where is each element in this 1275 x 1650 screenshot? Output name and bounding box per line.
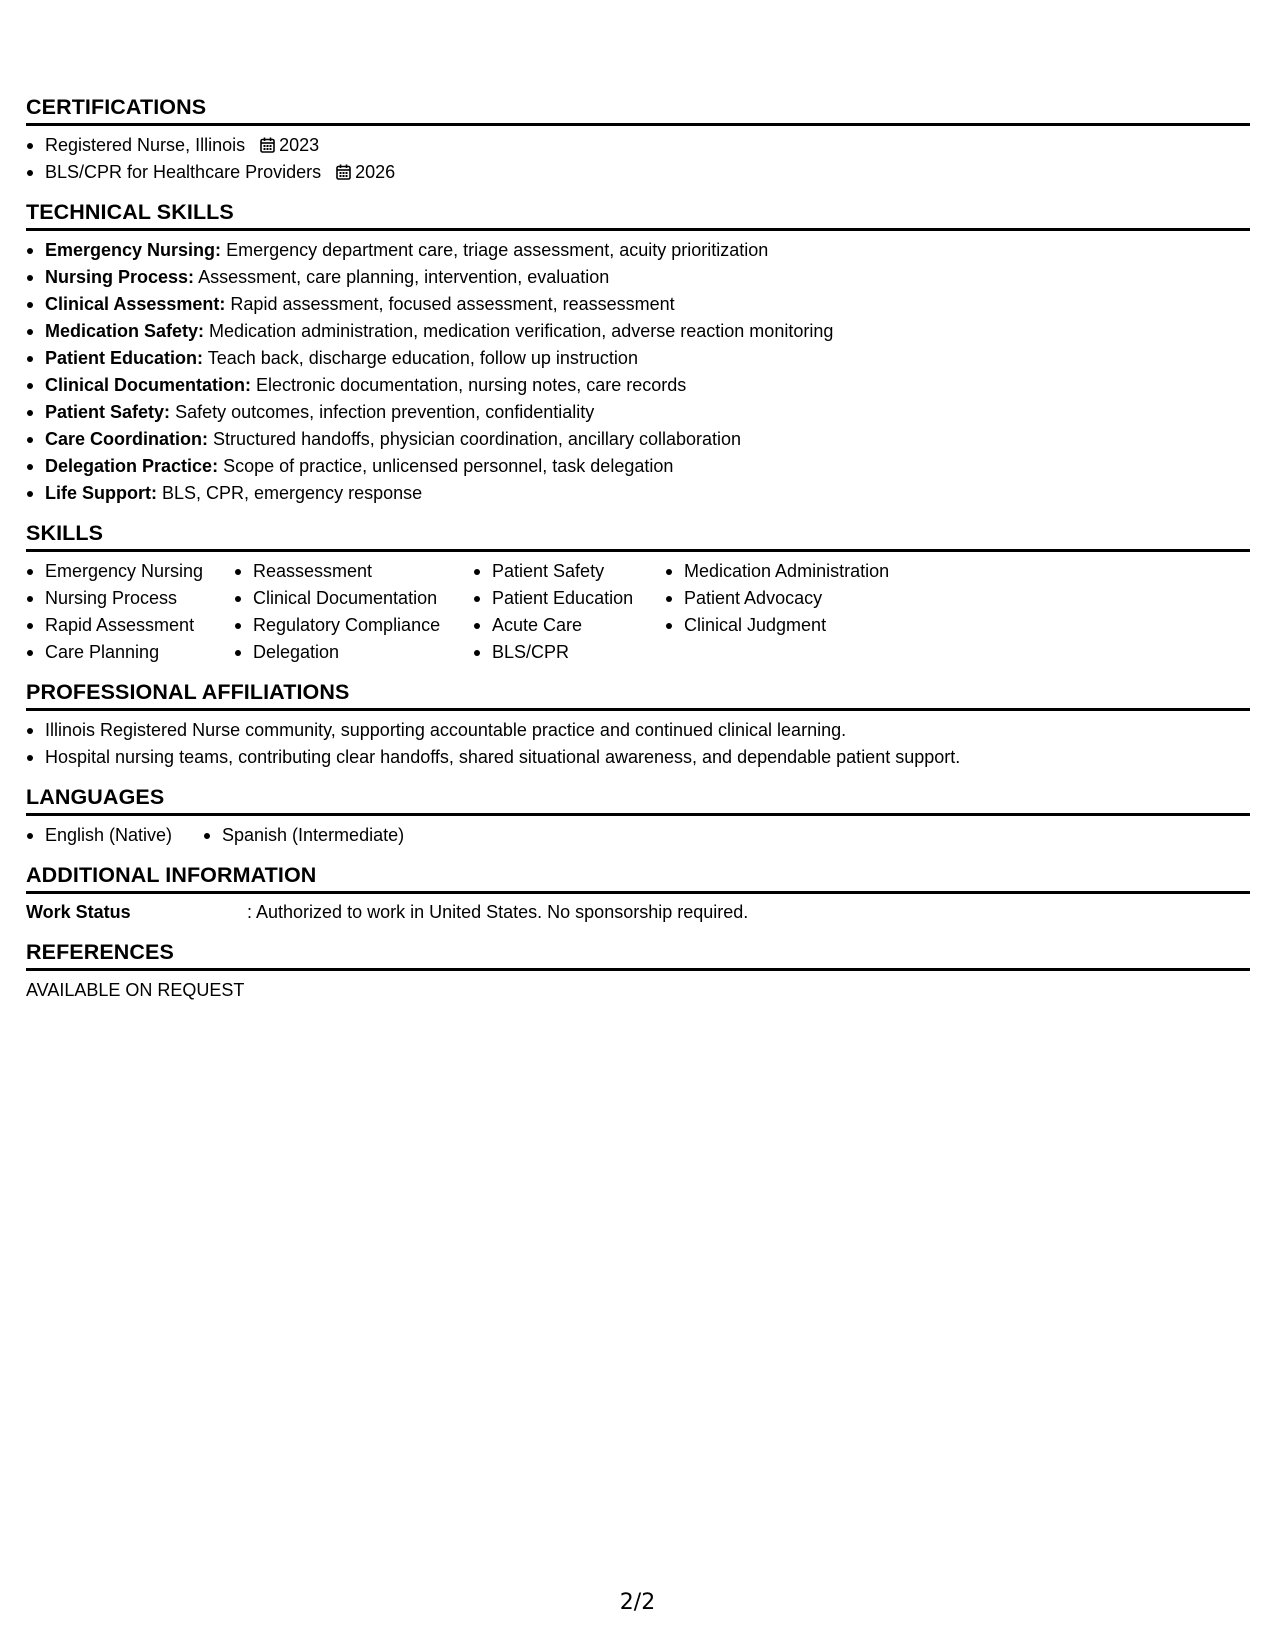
technical-skills-list — [26, 237, 1250, 507]
list-item: Medication Administration — [665, 558, 925, 585]
list-item: Patient Advocacy — [665, 585, 925, 612]
certifications-section — [26, 94, 1250, 186]
section-title: REFERENCES — [26, 939, 1250, 971]
section-title: CERTIFICATIONS — [26, 94, 1250, 126]
list-item — [26, 132, 1250, 159]
skill-text: Scope of practice, unlicensed personnel, task delegation — [223, 456, 674, 476]
skill-label: Delegation Practice: — [45, 456, 219, 476]
skill-text: Medication administration, medication verification, adverse reaction monitoring — [209, 321, 834, 341]
skill-label: Clinical Assessment: — [45, 294, 226, 314]
work-status-row — [26, 899, 1250, 926]
work-status-value: : Authorized to work in United States. No sponsorship required. — [247, 902, 749, 922]
work-status-label: Work Status — [26, 902, 131, 922]
section-title: ADDITIONAL INFORMATION — [26, 862, 1250, 894]
list-item: Patient Safety — [473, 558, 665, 585]
list-item — [26, 318, 1250, 345]
certifications-list — [26, 132, 1250, 186]
certification-year: 2023 — [279, 135, 320, 155]
list-item: Care Planning — [26, 639, 234, 666]
list-item — [26, 264, 1250, 291]
certification-name: Registered Nurse, Illinois — [45, 135, 246, 155]
skill-label: Nursing Process: — [45, 267, 195, 287]
list-item: Delegation — [234, 639, 473, 666]
list-item: BLS/CPR — [473, 639, 665, 666]
skill-label: Emergency Nursing: — [45, 240, 222, 260]
languages-column — [203, 822, 404, 849]
skill-text: Safety outcomes, infection prevention, confidentiality — [175, 402, 595, 422]
list-item: Clinical Documentation — [234, 585, 473, 612]
list-item: Patient Education — [473, 585, 665, 612]
list-item: Hospital nursing teams, contributing clear handoffs, shared situational awareness, and dependable patient support. — [26, 744, 1250, 771]
list-item — [26, 453, 1250, 480]
references-section — [26, 939, 1250, 1004]
skills-columns — [26, 558, 1250, 666]
section-title: LANGUAGES — [26, 784, 1250, 816]
list-item: Spanish (Intermediate) — [203, 822, 404, 849]
list-item — [26, 480, 1250, 507]
list-item — [26, 399, 1250, 426]
skills-column — [665, 558, 925, 666]
languages-column — [26, 822, 203, 849]
skill-label: Care Coordination: — [45, 429, 209, 449]
calendar-icon — [260, 137, 275, 153]
skills-column — [473, 558, 665, 666]
list-item — [26, 345, 1250, 372]
skill-text: Structured handoffs, physician coordination, ancillary collaboration — [213, 429, 742, 449]
skill-text: Rapid assessment, focused assessment, reassessment — [230, 294, 675, 314]
skills-column — [234, 558, 473, 666]
languages-row — [26, 822, 1250, 849]
list-item: Nursing Process — [26, 585, 234, 612]
skill-text: Teach back, discharge education, follow up instruction — [207, 348, 638, 368]
section-title: TECHNICAL SKILLS — [26, 199, 1250, 231]
skills-column — [26, 558, 234, 666]
list-item — [26, 159, 1250, 186]
list-item — [26, 426, 1250, 453]
skills-section — [26, 520, 1250, 666]
list-item: Regulatory Compliance — [234, 612, 473, 639]
page-number: 2/2 — [619, 1590, 656, 1615]
section-title: PROFESSIONAL AFFILIATIONS — [26, 679, 1250, 711]
certification-name: BLS/CPR for Healthcare Providers — [45, 162, 322, 182]
skill-text: BLS, CPR, emergency response — [162, 483, 423, 503]
calendar-icon — [336, 164, 351, 180]
list-item: English (Native) — [26, 822, 203, 849]
list-item — [26, 237, 1250, 264]
list-item: Acute Care — [473, 612, 665, 639]
resume-page — [26, 94, 1250, 1004]
list-item: Emergency Nursing — [26, 558, 234, 585]
skill-text: Electronic documentation, nursing notes, care records — [256, 375, 687, 395]
languages-section — [26, 784, 1250, 849]
skill-label: Life Support: — [45, 483, 157, 503]
section-title: SKILLS — [26, 520, 1250, 552]
list-item: Rapid Assessment — [26, 612, 234, 639]
list-item: Clinical Judgment — [665, 612, 925, 639]
references-text: AVAILABLE ON REQUEST — [26, 980, 245, 1000]
skill-label: Medication Safety: — [45, 321, 205, 341]
list-item — [26, 291, 1250, 318]
certification-year: 2026 — [355, 162, 396, 182]
skill-text: Assessment, care planning, intervention, evaluation — [198, 267, 610, 287]
additional-information-section — [26, 862, 1250, 926]
list-item: Illinois Registered Nurse community, supporting accountable practice and continued clinical learning. — [26, 717, 1250, 744]
skill-text: Emergency department care, triage assessment, acuity prioritization — [226, 240, 769, 260]
affiliations-section — [26, 679, 1250, 771]
list-item: Reassessment — [234, 558, 473, 585]
skill-label: Patient Education: — [45, 348, 204, 368]
technical-skills-section — [26, 199, 1250, 507]
affiliations-list — [26, 717, 1250, 771]
skill-label: Patient Safety: — [45, 402, 171, 422]
skill-label: Clinical Documentation: — [45, 375, 252, 395]
list-item — [26, 372, 1250, 399]
